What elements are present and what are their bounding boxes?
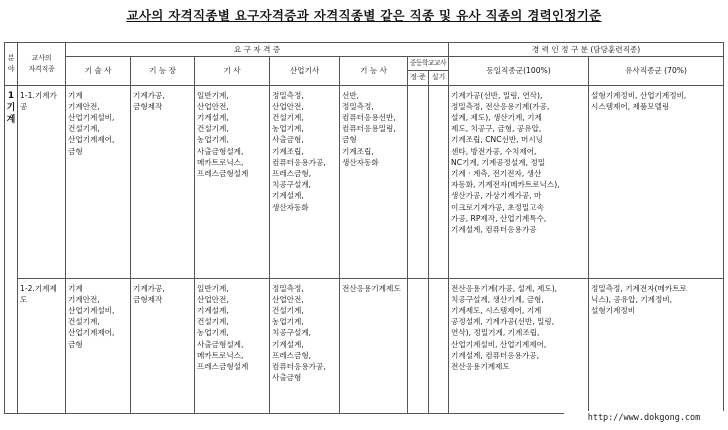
cell-line: 선반, [342, 90, 360, 100]
cell-line: 농업기계, [197, 135, 229, 145]
cell-line: 농업기계, [197, 328, 229, 338]
engineer-cell [195, 278, 270, 413]
same-category-cell [449, 278, 589, 413]
cell-line: 금형제작 [133, 294, 163, 304]
cell-line: 프레스금형, [272, 169, 312, 179]
cell-line: 일반기계, [197, 90, 229, 100]
cell-line: 설계, 제도), 생산기계, 기계 [451, 113, 542, 123]
cell-line: 기계설계, [272, 191, 304, 201]
cell-line: 산업안전, [197, 101, 229, 111]
teacher-regular-cell [408, 278, 429, 413]
cell-line: 산업기계설비, 산업기계제어, [451, 339, 547, 349]
cell-line: 기계 [68, 90, 83, 100]
master-craftsman-cell [131, 278, 195, 413]
cell-line: 사출금형설계, [197, 146, 244, 156]
cell-line: 건설기계, [68, 124, 100, 134]
cell-line: 산업안전, [272, 101, 304, 111]
cell-line: 산업기계제어, [68, 135, 115, 145]
col-header-engineer: 기 사 [195, 57, 270, 85]
cell-line: 금형 [342, 135, 357, 145]
cell-line: 치공구설계, [272, 328, 312, 338]
col-header-industrial-engineer: 산업기사 [270, 57, 340, 85]
cell-line: 기계설계, 컴퓨터응용가공, [451, 350, 539, 360]
document-title: 교사의 자격직종별 요구자격증과 자격직종별 같은 직종 및 유사 직종의 경력인정기준 [126, 8, 602, 23]
cell-line: 기계 [68, 283, 83, 293]
cell-line: 컴퓨터응용가공, [272, 362, 326, 372]
cell-line: 치공구설계, 생산기계, 금형, [451, 294, 544, 304]
cell-line: 농업기계, [272, 317, 304, 327]
career-recognition-header: 경 력 인 정 구 분 (담당훈련직종) [449, 43, 724, 57]
header-row-top [5, 43, 724, 57]
cell-line: 컴퓨터응용선반, [342, 113, 396, 123]
cell-line: 생산자동화 [342, 157, 379, 167]
cell-line: 제도, 치공구, 금형, 공유압, [451, 124, 542, 134]
cell-line: 설형기계정비, 산업기계정비, [591, 90, 687, 100]
field-column-header: 분 야 [5, 43, 18, 86]
cell-line: 건설기계, [68, 317, 100, 327]
qualification-column-header: 교사의 자격직종 [18, 43, 66, 86]
industrial-engineer-cell [270, 278, 340, 413]
cell-line: 닉스), 공유압, 기계정비, [591, 294, 673, 304]
cell-line: 프레스금형설계 [197, 169, 249, 179]
cell-line: 메카트로닉스, [197, 350, 244, 360]
cell-line: 기계설계, [272, 339, 304, 349]
col-header-secondary-teacher: 중등학교교사 [408, 57, 449, 71]
cell-line: 금형 [68, 146, 83, 156]
cell-line: 금형제작 [133, 101, 163, 111]
qualification-cell: 1-1.기계가공 [18, 85, 66, 278]
cell-line: 금형 [68, 339, 83, 349]
craftsman-cell [340, 278, 408, 413]
cell-line: 가공, RP제작, 산업기계특수, [451, 213, 547, 223]
industrial-engineer-cell [270, 85, 340, 278]
cell-line: 건설기계, [197, 317, 229, 327]
same-category-cell [449, 85, 589, 278]
cell-line: 기계안전, [68, 101, 100, 111]
cell-line: 연삭), 정밀기계, 기계조립, [451, 328, 540, 338]
teacher-practical-cell [429, 278, 449, 413]
master-craftsman-cell [131, 85, 195, 278]
cell-line: 컴퓨터응용가공, [272, 157, 326, 167]
cell-line: 기계안전, [68, 294, 100, 304]
cell-line: 산업기계설비, [68, 113, 115, 123]
cell-line: 생산가공, 가상기계가공, 마 [451, 191, 542, 201]
cell-line: 건설기계, [272, 306, 304, 316]
cell-line: 정밀측정, [272, 283, 304, 293]
header-row-middle [5, 57, 724, 71]
cell-line: 사출금형 [272, 373, 302, 383]
cell-line: 건설기계, [272, 113, 304, 123]
engineer-cell [195, 85, 270, 278]
similar-category-cell [589, 278, 724, 413]
engineer-pro-cell [66, 278, 131, 413]
craftsman-cell [340, 85, 408, 278]
cell-line: 정밀측정, [342, 101, 374, 111]
cell-line: 사출금형설계, [197, 339, 244, 349]
teacher-regular-cell [408, 85, 429, 278]
site-watermark: http://www.dokgong.com [564, 411, 724, 425]
cell-line: 프레스금형설계 [197, 362, 249, 372]
cell-line: 기계제도, 시스템제어, 기계 [451, 306, 542, 316]
cell-line: 정밀측정, 전산응용기계(가공, [451, 101, 550, 111]
cell-line: 이크로기계가공, 초정밀고속 [451, 202, 544, 212]
cell-line: 기계설계, [197, 113, 229, 123]
cell-line: 생산자동화 [272, 202, 309, 212]
col-header-same-category: 동일직종군(100%) [449, 57, 589, 85]
career-standard-table [4, 42, 724, 414]
cell-line: 산업기계제어, [68, 328, 115, 338]
cell-line: 기계가공, [133, 283, 165, 293]
similar-category-cell [589, 85, 724, 278]
cell-line: 기계가공, [133, 90, 165, 100]
cell-line: 산업안전, [272, 294, 304, 304]
cell-line: 자동화, 기계전자(메카트로닉스), [451, 180, 560, 190]
field-name-cell: 1 기 계 [5, 85, 18, 413]
cell-line: 기계조립, [342, 146, 374, 156]
cell-line: 건설기계, [197, 124, 229, 134]
cell-line: 기계 · 계측, 전기전자, 생산 [451, 169, 542, 179]
col-header-master-craftsman: 기 능 장 [131, 57, 195, 85]
cell-line: 전산응용기계제도 [451, 362, 510, 372]
cell-line: NC기계, 기계공정설계, 정밀 [451, 157, 546, 167]
cell-line: 산업기계설비, [68, 306, 115, 316]
cell-line: 전산응용기계(가공, 설계, 제도), [451, 283, 558, 293]
cell-line: 공정설계, 기계가공(선반, 밀링, [451, 317, 555, 327]
col-header-teacher-regular: 정·준 [408, 71, 429, 85]
cell-line: 기계설계, [197, 306, 229, 316]
cell-line: 시스템제어, 제품모델링 [591, 101, 670, 111]
qualification-cell: 1-2.기계제도 [18, 278, 66, 413]
cell-line: 프레스금형, [272, 350, 312, 360]
cell-line: 컴퓨터응용밀링, [342, 124, 396, 134]
cell-line: 정밀측정, [272, 90, 304, 100]
cell-line: 메카트로닉스, [197, 157, 244, 167]
col-header-craftsman: 기 능 사 [340, 57, 408, 85]
teacher-practical-cell [429, 85, 449, 278]
cell-line: 정밀측정, 기계전자(메카트로 [591, 283, 687, 293]
table-row [5, 278, 724, 413]
col-header-engineer-pro: 기 술 사 [66, 57, 131, 85]
cell-line: 사출금형, [272, 135, 304, 145]
cell-line: 전산응용기계제도 [342, 283, 401, 293]
engineer-pro-cell [66, 85, 131, 278]
cell-line: 센타, 방전가공, 수치제어, [451, 146, 537, 156]
cell-line: 산업안전, [197, 294, 229, 304]
cell-line: 기계조립, [272, 146, 304, 156]
cell-line: 농업기계, [272, 124, 304, 134]
col-header-teacher-practical: 실기 [429, 71, 449, 85]
cell-line: 기계조립, CNC선반, 머시닝 [451, 135, 544, 145]
cell-line: 일반기계, [197, 283, 229, 293]
cell-line: 기계설계, 컴퓨터응용가공 [451, 225, 537, 235]
cell-line: 설형기계정비 [591, 306, 636, 316]
table-row [5, 85, 724, 278]
cell-line: 기계가공(선반, 밀링, 연삭), [451, 90, 543, 100]
col-header-similar-category: 유사직종군 (70%) [589, 57, 724, 85]
required-certs-header: 요 구 자 격 증 [66, 43, 449, 57]
cell-line: 치공구설계, [272, 180, 312, 190]
